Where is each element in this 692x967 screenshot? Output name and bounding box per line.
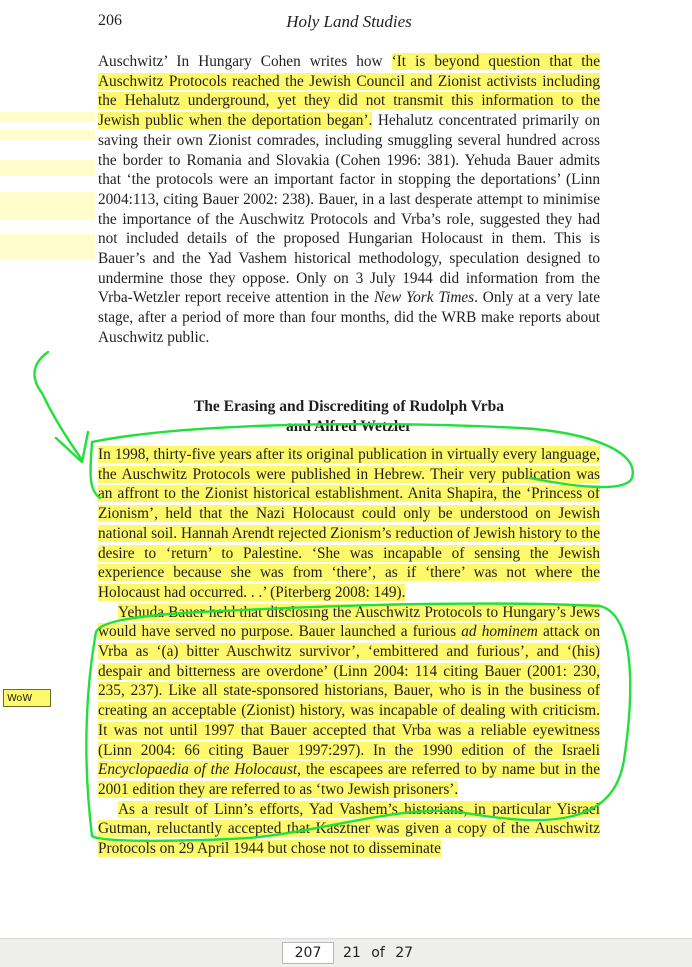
paragraph-1-text-end: . Only at a very late stage, after a period of more than four months, did the WRB make reports about Auschwitz public. xyxy=(98,289,600,346)
encyclopaedia-title: Encyclopaedia of the Holocaust xyxy=(98,761,298,779)
highlighted-paragraph-2[interactable]: In 1998, thirty-five years after its original publication in virtually every language, the Auschwitz Protocols were published in Hebrew. Their very publication was an affront to the Zionist historical establishment. Anita Shapira, the ‘Princess of Zionism’, held that the Nazi Holocaust could only be understood on Jewish national soil. Hannah Arendt rejected Zionism’s reduction of Jewish history to the desire to ‘return’ to Palestine. ‘She was incapable of sensing the Jewish experience because she was from ‘there’, as if ‘there’ was not where the Holocaust had occurred. . .’ (Piterberg 2008: 149). xyxy=(98,446,600,601)
paragraph-1-text: Auschwitz’ In Hungary Cohen writes how xyxy=(98,53,392,70)
margin-highlight-5 xyxy=(0,234,95,260)
margin-note-wow[interactable]: WoW xyxy=(3,689,51,707)
paragraph-1-text-cont: Hehalutz concentrated primarily on saving their own Zionist comrades, including smuggling several hundred across the border to Romania and Slovakia (Cohen 1996: 381). Yehuda Bauer admits that ‘the protocols were an important factor in stopping the deportations’ (Linn 2004:113, citing Bauer 2002: 238). Bauer, in a last desperate attempt to minimise the importance of the Auschwitz Protocols and Vrba’s role, suggested they had not included details of the proposed Hungarian Holocaust in them. This is Bauer’s and the Yad Vashem historical methodology, speculation designed to undermine those they oppose. Only on 3 July 1944 did information from the Vrba-Wetzler report receive attention in the xyxy=(98,112,600,307)
newspaper-title: New York Times xyxy=(373,289,475,307)
highlighted-paragraph-3-end[interactable]: , the escapees are referred to by name but in the 2001 edition they are referred to as ‘two Jewish prisoners’. xyxy=(98,761,600,798)
paragraph-1 xyxy=(98,52,600,348)
page-number: 206 xyxy=(98,12,122,29)
highlighted-paragraph-3-cont[interactable]: attack on Vrba as ‘(a) bitter Auschwitz survivor’, ‘embittered and furious’, and ‘(his) despair and bitterness are overdone’ (Linn 2004: 114 citing Bauer (2001: 230, 235, 237). Like all state-sponsored historians, Bauer, who is in the business of creating an acceptable (Zionist) history, was incapable of dealing with criticism. It was not until 1997 that Bauer accepted that Vrba was a reliable eyewitness (Linn 2004: 66 citing Bauer 1997:297). In the 1990 edition of the Israeli xyxy=(98,623,601,759)
highlighted-quote[interactable]: ‘It is beyond question that the Auschwitz Protocols reached the Jewish Council and Zionist activists including the Hehalutz underground, yet they did not transmit this information to the Jewish public when the deportation began’. xyxy=(98,53,600,130)
page-index: 21 xyxy=(343,945,361,961)
page-of-label: of xyxy=(371,945,385,961)
highlighted-paragraph-4[interactable]: As a result of Linn’s efforts, Yad Vashem’s historians, in particular Yisrael Gutman, reluctantly accepted that Kasztner was given a copy of the Auschwitz Protocols on 29 April 1944 but chose not to disseminate xyxy=(98,800,600,858)
annotation-arrow-curve xyxy=(34,352,82,460)
latin-phrase: ad hominem xyxy=(461,623,538,641)
margin-highlight-1 xyxy=(0,112,95,122)
page-count-label xyxy=(343,942,413,964)
section-heading-line-1: The Erasing and Discrediting of Rudolph Vrba xyxy=(193,398,505,415)
page-total: 27 xyxy=(395,945,414,961)
annotation-arrow-head xyxy=(56,432,88,462)
margin-highlight-4 xyxy=(0,192,95,220)
margin-highlight-3 xyxy=(0,160,95,176)
section-heading xyxy=(98,397,600,437)
page-header xyxy=(98,12,600,36)
margin-highlight-2 xyxy=(0,130,95,140)
page-number-input[interactable]: 207 xyxy=(282,942,334,964)
running-title: Holy Land Studies xyxy=(286,12,412,31)
body-text-section xyxy=(98,445,600,859)
section-heading-line-2: and Alfred Wetzler xyxy=(286,418,412,435)
highlighted-paragraph-3[interactable]: Yehuda Bauer held that disclosing the Auschwitz Protocols to Hungary’s Jews would have served no purpose. Bauer launched a furious xyxy=(98,603,600,641)
viewer-footer xyxy=(0,938,692,967)
